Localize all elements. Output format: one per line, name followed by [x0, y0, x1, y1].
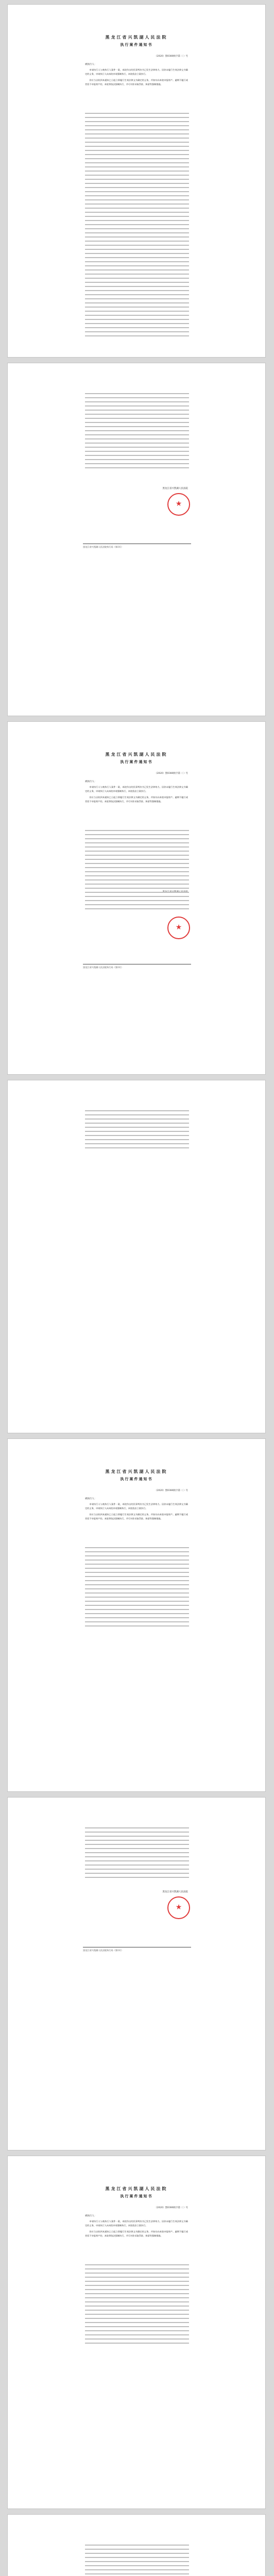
court-seal	[167, 1896, 190, 1919]
body-paragraph: 你应当自收到本通知之日起立即履行生效法律文书确定的义务，并如实向本院申报财产。逾期不履行或者拒不申报财产的，本院将依法强制执行，并可对你采取罚款、拘留等强制措施。	[85, 2230, 188, 2237]
body-paragraph: 申请执行人与被执行人案件一案，本院作出的民事判决书已发生法律效力。因你未履行生效法律文书确定的义务，申请执行人向本院申请强制执行，本院依法立案执行。	[85, 69, 188, 75]
court-seal	[167, 917, 190, 939]
text-lines	[85, 2545, 189, 2576]
addressee: 被执行人：	[85, 63, 97, 66]
signature: 黑龙江省兴凯湖人民法院	[162, 1891, 188, 1893]
document-title: 执行案件通知书	[120, 759, 153, 764]
text-lines	[85, 1110, 189, 1151]
page-footer: 黑龙江省兴凯湖人民法院执行局（第1页）	[83, 546, 124, 548]
court-name: 黑龙江省兴凯湖人民法院	[105, 1469, 168, 1474]
addressee: 被执行人：	[85, 781, 97, 783]
body-paragraph: 申请执行人与被执行人案件一案，本院作出的民事判决书已发生法律效力。因你未履行生效法律文书确定的义务，申请执行人向本院申请强制执行，本院依法立案执行。	[85, 1503, 188, 1510]
body-paragraph: 你应当自收到本通知之日起立即履行生效法律文书确定的义务，并如实向本院申报财产。逾期不履行或者拒不申报财产的，本院将依法强制执行，并可对你采取罚款、拘留等强制措施。	[85, 79, 188, 86]
document-page	[7, 2514, 266, 2576]
addressee: 被执行人：	[85, 2215, 97, 2217]
court-name: 黑龙江省兴凯湖人民法院	[105, 752, 168, 757]
document-title: 执行案件通知书	[120, 2194, 153, 2198]
court-name: 黑龙江省兴凯湖人民法院	[105, 35, 168, 40]
document-title: 执行案件通知书	[120, 42, 153, 47]
signature: 黑龙江省兴凯湖人民法院	[162, 487, 188, 490]
body-paragraph: 申请执行人与被执行人案件一案，本院作出的民事判决书已发生法律效力。因你未履行生效法律文书确定的义务，申请执行人向本院申请强制执行，本院依法立案执行。	[85, 786, 188, 792]
court-seal	[167, 493, 190, 516]
document-title: 执行案件通知书	[120, 1477, 153, 1481]
page-footer: 黑龙江省兴凯湖人民法院执行局（第1页）	[83, 966, 124, 969]
page-footer: 黑龙江省兴凯湖人民法院执行局（第1页）	[83, 1949, 124, 1952]
body-paragraph: 你应当自收到本通知之日起立即履行生效法律文书确定的义务，并如实向本院申报财产。逾期不履行或者拒不申报财产的，本院将依法强制执行，并可对你采取罚款、拘留等强制措施。	[85, 796, 188, 803]
text-lines	[85, 2264, 189, 2347]
case-number: （2020）黑0380执字第（ ）号	[155, 55, 188, 58]
document-page	[7, 4, 266, 358]
document-page	[7, 721, 266, 1075]
document-page	[7, 1797, 266, 2150]
case-number: （2020）黑0380执字第（ ）号	[155, 772, 188, 775]
court-name: 黑龙江省兴凯湖人民法院	[105, 2186, 168, 2191]
body-paragraph: 你应当自收到本通知之日起立即履行生效法律文书确定的义务，并如实向本院申报财产。逾期不履行或者拒不申报财产的，本院将依法强制执行，并可对你采取罚款、拘留等强制措施。	[85, 1513, 188, 1520]
star-icon: ★	[175, 923, 182, 931]
star-icon: ★	[175, 500, 182, 508]
text-lines	[85, 1547, 189, 1630]
addressee: 被执行人：	[85, 1498, 97, 1500]
text-lines	[85, 1827, 189, 1881]
text-lines	[85, 393, 189, 471]
document-page	[7, 1080, 266, 1433]
case-number: （2020）黑0380执字第（ ）号	[155, 2207, 188, 2209]
case-number: （2020）黑0380执字第（ ）号	[155, 1489, 188, 1492]
document-page	[7, 363, 266, 716]
text-lines	[85, 113, 189, 340]
document-page	[7, 1438, 266, 1792]
star-icon: ★	[175, 1903, 182, 1911]
document-page	[7, 2156, 266, 2509]
body-paragraph: 申请执行人与被执行人案件一案，本院作出的民事判决书已发生法律效力。因你未履行生效法律文书确定的义务，申请执行人向本院申请强制执行，本院依法立案执行。	[85, 2220, 188, 2227]
text-lines	[85, 830, 189, 912]
